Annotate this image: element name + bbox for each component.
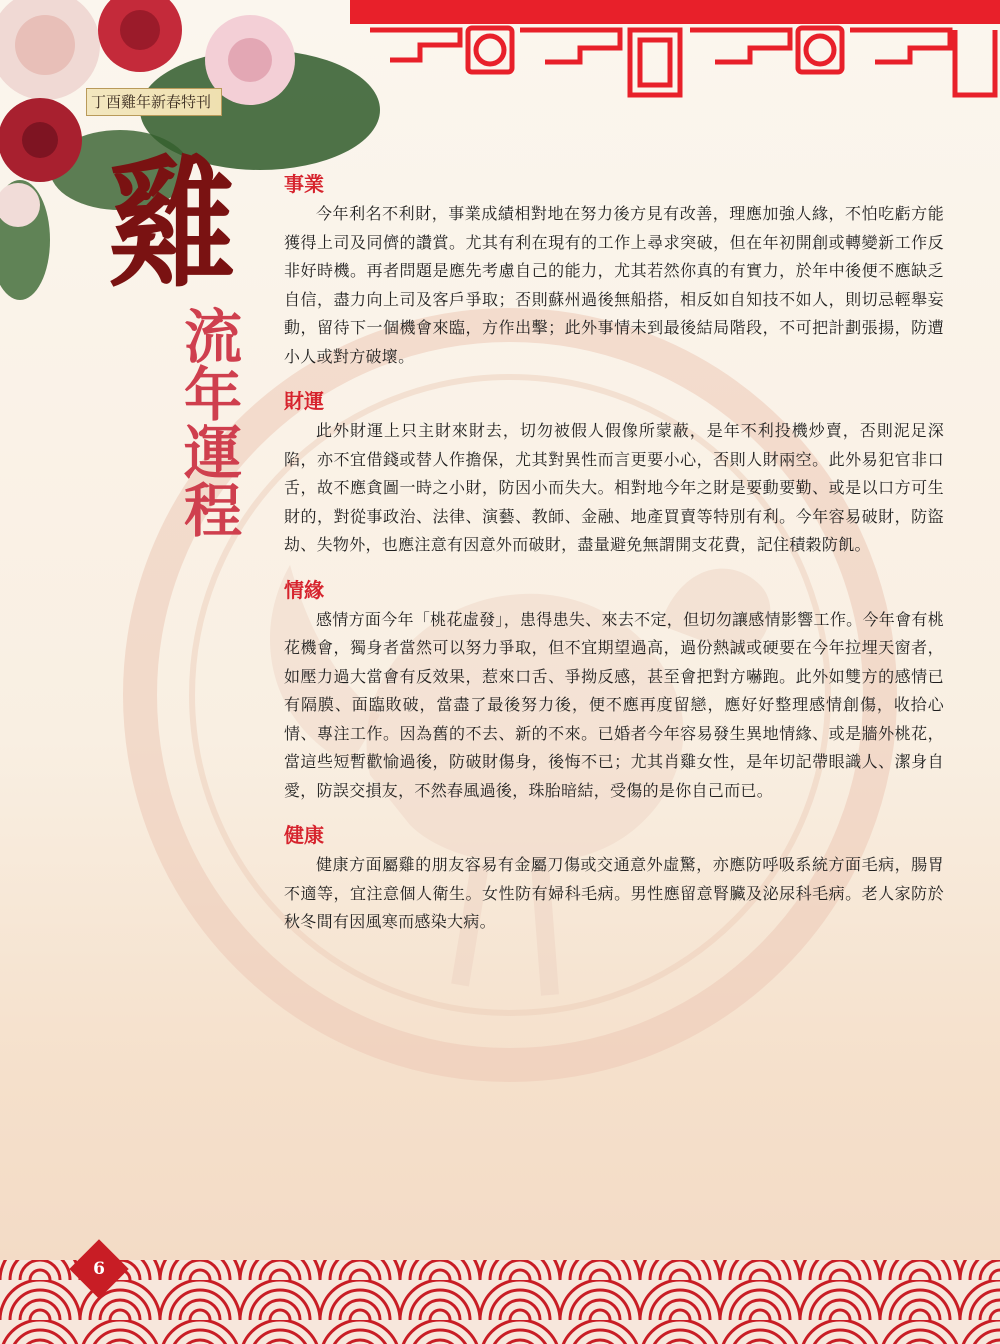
title-char: 運 — [183, 419, 242, 487]
section-health — [284, 821, 944, 937]
section-paragraph: 感情方面今年「桃花虛發」，患得患失、來去不定，但切勿讓感情影響工作。今年會有桃花機會，獨身者當然可以努力爭取，但不宜期望過高，過份熱誠或硬要在今年拉埋天窗者，如壓力過大當會有反效果，惹來口舌、爭拗反感，甚至會把對方嚇跑。此外如雙方的感情已有隔膜、面臨敗破，當盡了最後努力後，便不應再度留戀，應好好整理感情創傷，收拾心情、專注工作。因為舊的不去、新的不來。已婚者今年容易發生異地情緣、或是牆外桃花，當這些短暫歡愉過後，防破財傷身，後悔不已；尤其肖雞女性，是年切記帶眼識人、潔身自愛，防誤交損友，不然春風過後，珠胎暗結，受傷的是你自己而已。 — [284, 609, 944, 800]
title-char: 流 — [183, 303, 242, 371]
page-number: 6 — [93, 1259, 105, 1279]
section-romance — [284, 576, 944, 806]
magazine-tag: 丁酉雞年新春特刊 — [86, 88, 222, 116]
article-body — [284, 170, 944, 953]
section-heading: 情緣 — [284, 577, 324, 602]
section-heading: 財運 — [284, 389, 324, 413]
title-char: 年 — [183, 361, 242, 429]
wave-pattern — [0, 1240, 1000, 1344]
section-paragraph: 此外財運上只主財來財去，切勿被假人假像所蒙蔽，是年不利投機炒賣，否則泥足深陷，亦不宜借錢或替人作擔保，尤其對異性而言更要小心，否則人財兩空。此外易犯官非口舌，故不應貪圖一時之小財，防因小而失大。相對地今年之財是要動要勤、或是以口方可生財的，對從事政治、法律、演藝、教師、金融、地產買賣等特別有利。今年容易破財，防盜劫、失物外，也應注意有因意外而破財，盡量避免無謂開支花費，記住積穀防飢。 — [284, 421, 944, 554]
page-title — [178, 303, 248, 545]
fretwork-border — [350, 0, 1000, 108]
title-char: 程 — [183, 477, 242, 545]
section-paragraph: 健康方面屬雞的朋友容易有金屬刀傷或交通意外虛驚，亦應防呼吸系統方面毛病，腸胃不適等，宜注意個人衛生。女性防有婦科毛病。男性應留意腎臟及泌尿科毛病。老人家防於秋冬間有因風寒而感染大病。 — [284, 855, 944, 931]
section-career — [284, 170, 944, 371]
section-paragraph: 今年利名不利財，事業成績相對地在努力後方見有改善，理應加強人緣，不怕吃虧方能獲得上司及同儕的讚賞。尤其有利在現有的工作上尋求突破，但在年初開創或轉變新工作反非好時機。再者問題是應先考慮自己的能力，尤其若然你真的有實力，於年中後便不應缺乏自信，盡力向上司及客戶爭取；否則蘇州過後無船搭，相反如自知技不如人，則切忌輕舉妄動，留待下一個機會來臨，方作出擊；此外事情未到最後結局階段，不可把計劃張揚，防遭小人或對方破壞。 — [284, 204, 944, 366]
section-wealth — [284, 387, 944, 560]
section-heading: 健康 — [284, 823, 324, 847]
section-heading: 事業 — [284, 172, 324, 196]
zodiac-title: 雞 — [108, 142, 237, 308]
